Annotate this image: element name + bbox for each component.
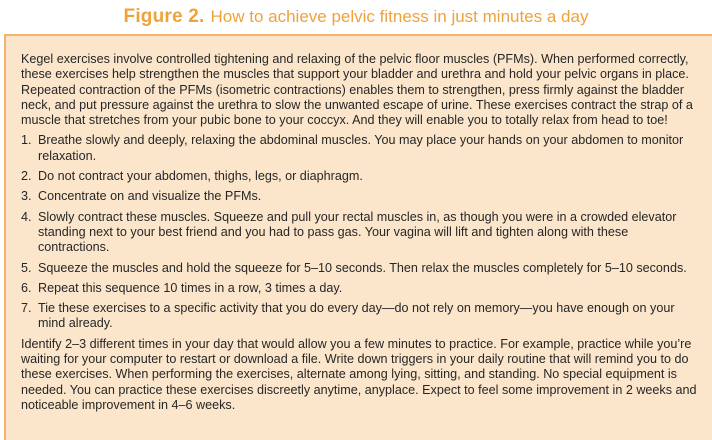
step-item bbox=[21, 261, 700, 276]
step-item bbox=[21, 133, 700, 164]
figure-panel bbox=[4, 34, 712, 440]
figure-label: Figure 2. bbox=[123, 6, 205, 27]
step-number: 5. bbox=[21, 260, 32, 275]
intro-paragraph: Kegel exercises involve controlled tightening and relaxing of the pelvic floor muscles (PFMs). When performed correctly, these exercises help strengthen the muscles that support your bladder and urethra and hold your pelvic organs in place. Repeated contraction of the PFMs (isometric contractions) enables them to strengthen, press firmly against the bladder neck, and put pressure against the urethra to slow the unwanted escape of urine. These exercises contract the strap of a muscle that stretches from your pubic bone to your coccyx. And they will enable you to totally relax from head to toe! bbox=[21, 52, 693, 128]
steps-list bbox=[21, 133, 700, 331]
step-text: Repeat this sequence 10 times in a row, 3 times a day. bbox=[38, 280, 343, 295]
step-number: 2. bbox=[21, 169, 32, 184]
step-text: Slowly contract these muscles. Squeeze and pull your rectal muscles in, as though you were in a crowded elevator standing next to your best friend and you had to pass gas. Your vagina will lift and tighten along with these contractions. bbox=[38, 209, 677, 255]
figure-title: How to achieve pelvic fitness in just minutes a day bbox=[210, 7, 589, 26]
step-number: 6. bbox=[21, 280, 32, 295]
step-text: Concentrate on and visualize the PFMs. bbox=[38, 189, 262, 204]
step-item bbox=[21, 189, 700, 204]
step-text: Squeeze the muscles and hold the squeeze for 5–10 seconds. Then relax the muscles completely for 5–10 seconds. bbox=[38, 260, 687, 275]
step-number: 4. bbox=[21, 209, 32, 224]
step-number: 3. bbox=[21, 189, 32, 204]
step-item bbox=[21, 210, 700, 256]
step-text: Breathe slowly and deeply, relaxing the abdominal muscles. You may place your hands on your abdomen to monitor relaxation. bbox=[38, 133, 684, 163]
step-text: Do not contract your abdomen, thighs, legs, or diaphragm. bbox=[38, 169, 363, 184]
figure-header bbox=[0, 0, 712, 34]
step-number: 1. bbox=[21, 133, 32, 148]
outro-paragraph: Identify 2–3 different times in your day that would allow you a few minutes to practice. For example, practice while you’re waiting for your computer to restart or download a file. Write down triggers in your daily routine that will remind you to do these exercises. When performing the exercises, alternate among lying, sitting, and standing. No special equipment is needed. You can practice these exercises discreetly anytime, anyplace. Expect to feel some improvement in 2 weeks and noticeable improvement in 4–6 weeks. bbox=[21, 336, 697, 412]
step-item bbox=[21, 169, 700, 184]
step-text: Tie these exercises to a specific activity that you do every day—do not rely on memory—you have enough on your mind already. bbox=[38, 301, 675, 331]
step-item bbox=[21, 301, 700, 332]
step-number: 7. bbox=[21, 301, 32, 316]
step-item bbox=[21, 281, 700, 296]
